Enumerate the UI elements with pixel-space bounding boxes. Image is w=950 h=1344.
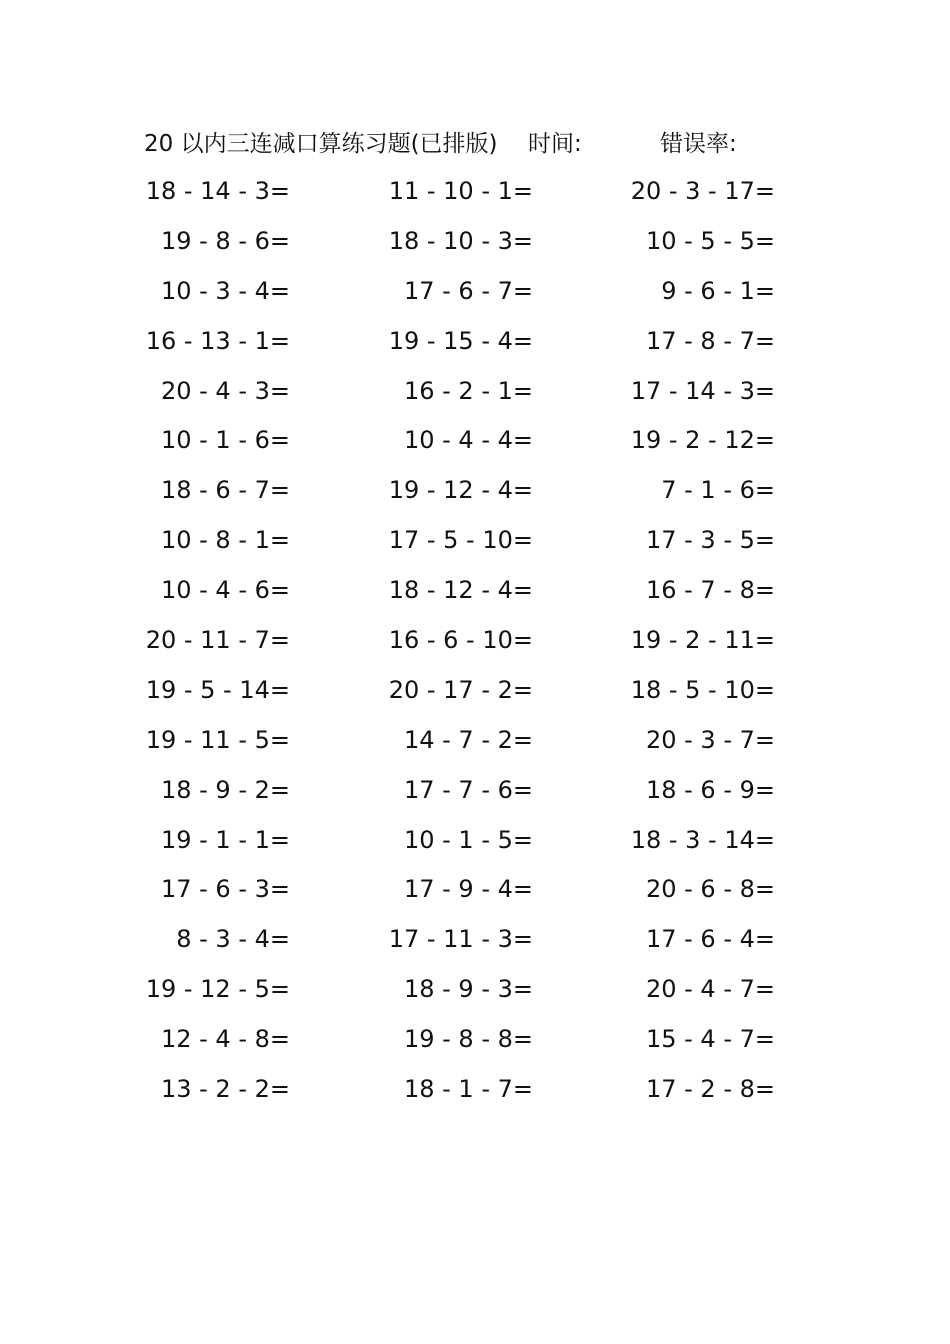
subtraction-problem: 15 - 4 - 7= — [645, 1025, 775, 1054]
subtraction-problem: 8 - 3 - 4= — [176, 925, 290, 954]
subtraction-problem: 17 - 11 - 3= — [388, 925, 533, 954]
subtraction-problem: 16 - 6 - 10= — [388, 626, 533, 655]
subtraction-problem: 20 - 4 - 3= — [160, 376, 290, 405]
problem-row — [0, 422, 950, 472]
subtraction-problem: 9 - 6 - 1= — [661, 276, 775, 305]
problem-row — [0, 522, 950, 572]
subtraction-problem: 19 - 15 - 4= — [388, 326, 533, 355]
subtraction-problem: 10 - 3 - 4= — [160, 276, 290, 305]
problem-row — [0, 223, 950, 273]
problem-row — [0, 871, 950, 921]
worksheet-title: 20 以内三连减口算练习题(已排版) — [144, 131, 498, 157]
problem-row — [0, 572, 950, 622]
subtraction-problem: 17 - 3 - 5= — [645, 526, 775, 555]
problem-grid — [0, 173, 950, 1121]
problem-row — [0, 1021, 950, 1071]
subtraction-problem: 18 - 6 - 9= — [645, 775, 775, 804]
subtraction-problem: 20 - 4 - 7= — [645, 975, 775, 1004]
subtraction-problem: 18 - 12 - 4= — [388, 576, 533, 605]
problem-row — [0, 772, 950, 822]
subtraction-problem: 19 - 1 - 1= — [160, 825, 290, 854]
time-label: 时间: — [528, 131, 582, 157]
subtraction-problem: 13 - 2 - 2= — [160, 1075, 290, 1104]
worksheet-header — [0, 126, 950, 162]
subtraction-problem: 19 - 8 - 6= — [160, 226, 290, 255]
subtraction-problem: 19 - 2 - 11= — [630, 626, 775, 655]
subtraction-problem: 10 - 4 - 4= — [403, 426, 533, 455]
subtraction-problem: 10 - 5 - 5= — [645, 226, 775, 255]
subtraction-problem: 17 - 6 - 7= — [403, 276, 533, 305]
subtraction-problem: 17 - 2 - 8= — [645, 1075, 775, 1104]
subtraction-problem: 17 - 7 - 6= — [403, 775, 533, 804]
subtraction-problem: 17 - 6 - 3= — [160, 875, 290, 904]
subtraction-problem: 18 - 3 - 14= — [630, 825, 775, 854]
subtraction-problem: 18 - 10 - 3= — [388, 226, 533, 255]
subtraction-problem: 20 - 6 - 8= — [645, 875, 775, 904]
subtraction-problem: 20 - 3 - 7= — [645, 725, 775, 754]
subtraction-problem: 17 - 14 - 3= — [630, 376, 775, 405]
problem-row — [0, 971, 950, 1021]
subtraction-problem: 12 - 4 - 8= — [160, 1025, 290, 1054]
subtraction-problem: 7 - 1 - 6= — [661, 476, 775, 505]
problem-row — [0, 173, 950, 223]
subtraction-problem: 11 - 10 - 1= — [388, 177, 533, 205]
subtraction-problem: 19 - 12 - 4= — [388, 476, 533, 505]
subtraction-problem: 19 - 2 - 12= — [630, 426, 775, 455]
subtraction-problem: 18 - 1 - 7= — [403, 1075, 533, 1104]
subtraction-problem: 19 - 11 - 5= — [145, 725, 290, 754]
problem-row — [0, 273, 950, 323]
problem-row — [0, 373, 950, 423]
subtraction-problem: 16 - 2 - 1= — [403, 376, 533, 405]
subtraction-problem: 14 - 7 - 2= — [403, 725, 533, 754]
subtraction-problem: 17 - 5 - 10= — [388, 526, 533, 555]
problem-row — [0, 921, 950, 971]
subtraction-problem: 16 - 13 - 1= — [145, 326, 290, 355]
problem-row — [0, 323, 950, 373]
subtraction-problem: 20 - 3 - 17= — [630, 177, 775, 205]
subtraction-problem: 17 - 9 - 4= — [403, 875, 533, 904]
problem-row — [0, 822, 950, 872]
subtraction-problem: 19 - 12 - 5= — [145, 975, 290, 1004]
subtraction-problem: 19 - 5 - 14= — [145, 675, 290, 704]
problem-row — [0, 722, 950, 772]
subtraction-problem: 10 - 8 - 1= — [160, 526, 290, 555]
problem-row — [0, 672, 950, 722]
subtraction-problem: 10 - 1 - 5= — [403, 825, 533, 854]
subtraction-problem: 10 - 4 - 6= — [160, 576, 290, 605]
subtraction-problem: 18 - 9 - 2= — [160, 775, 290, 804]
problem-row — [0, 472, 950, 522]
subtraction-problem: 19 - 8 - 8= — [403, 1025, 533, 1054]
error-rate-label: 错误率: — [660, 131, 737, 157]
problem-row — [0, 622, 950, 672]
subtraction-problem: 20 - 11 - 7= — [145, 626, 290, 655]
subtraction-problem: 18 - 6 - 7= — [160, 476, 290, 505]
subtraction-problem: 20 - 17 - 2= — [388, 675, 533, 704]
subtraction-problem: 10 - 1 - 6= — [160, 426, 290, 455]
subtraction-problem: 16 - 7 - 8= — [645, 576, 775, 605]
subtraction-problem: 18 - 5 - 10= — [630, 675, 775, 704]
problem-row — [0, 1071, 950, 1121]
subtraction-problem: 17 - 6 - 4= — [645, 925, 775, 954]
subtraction-problem: 18 - 9 - 3= — [403, 975, 533, 1004]
subtraction-problem: 17 - 8 - 7= — [645, 326, 775, 355]
subtraction-problem: 18 - 14 - 3= — [145, 177, 290, 205]
